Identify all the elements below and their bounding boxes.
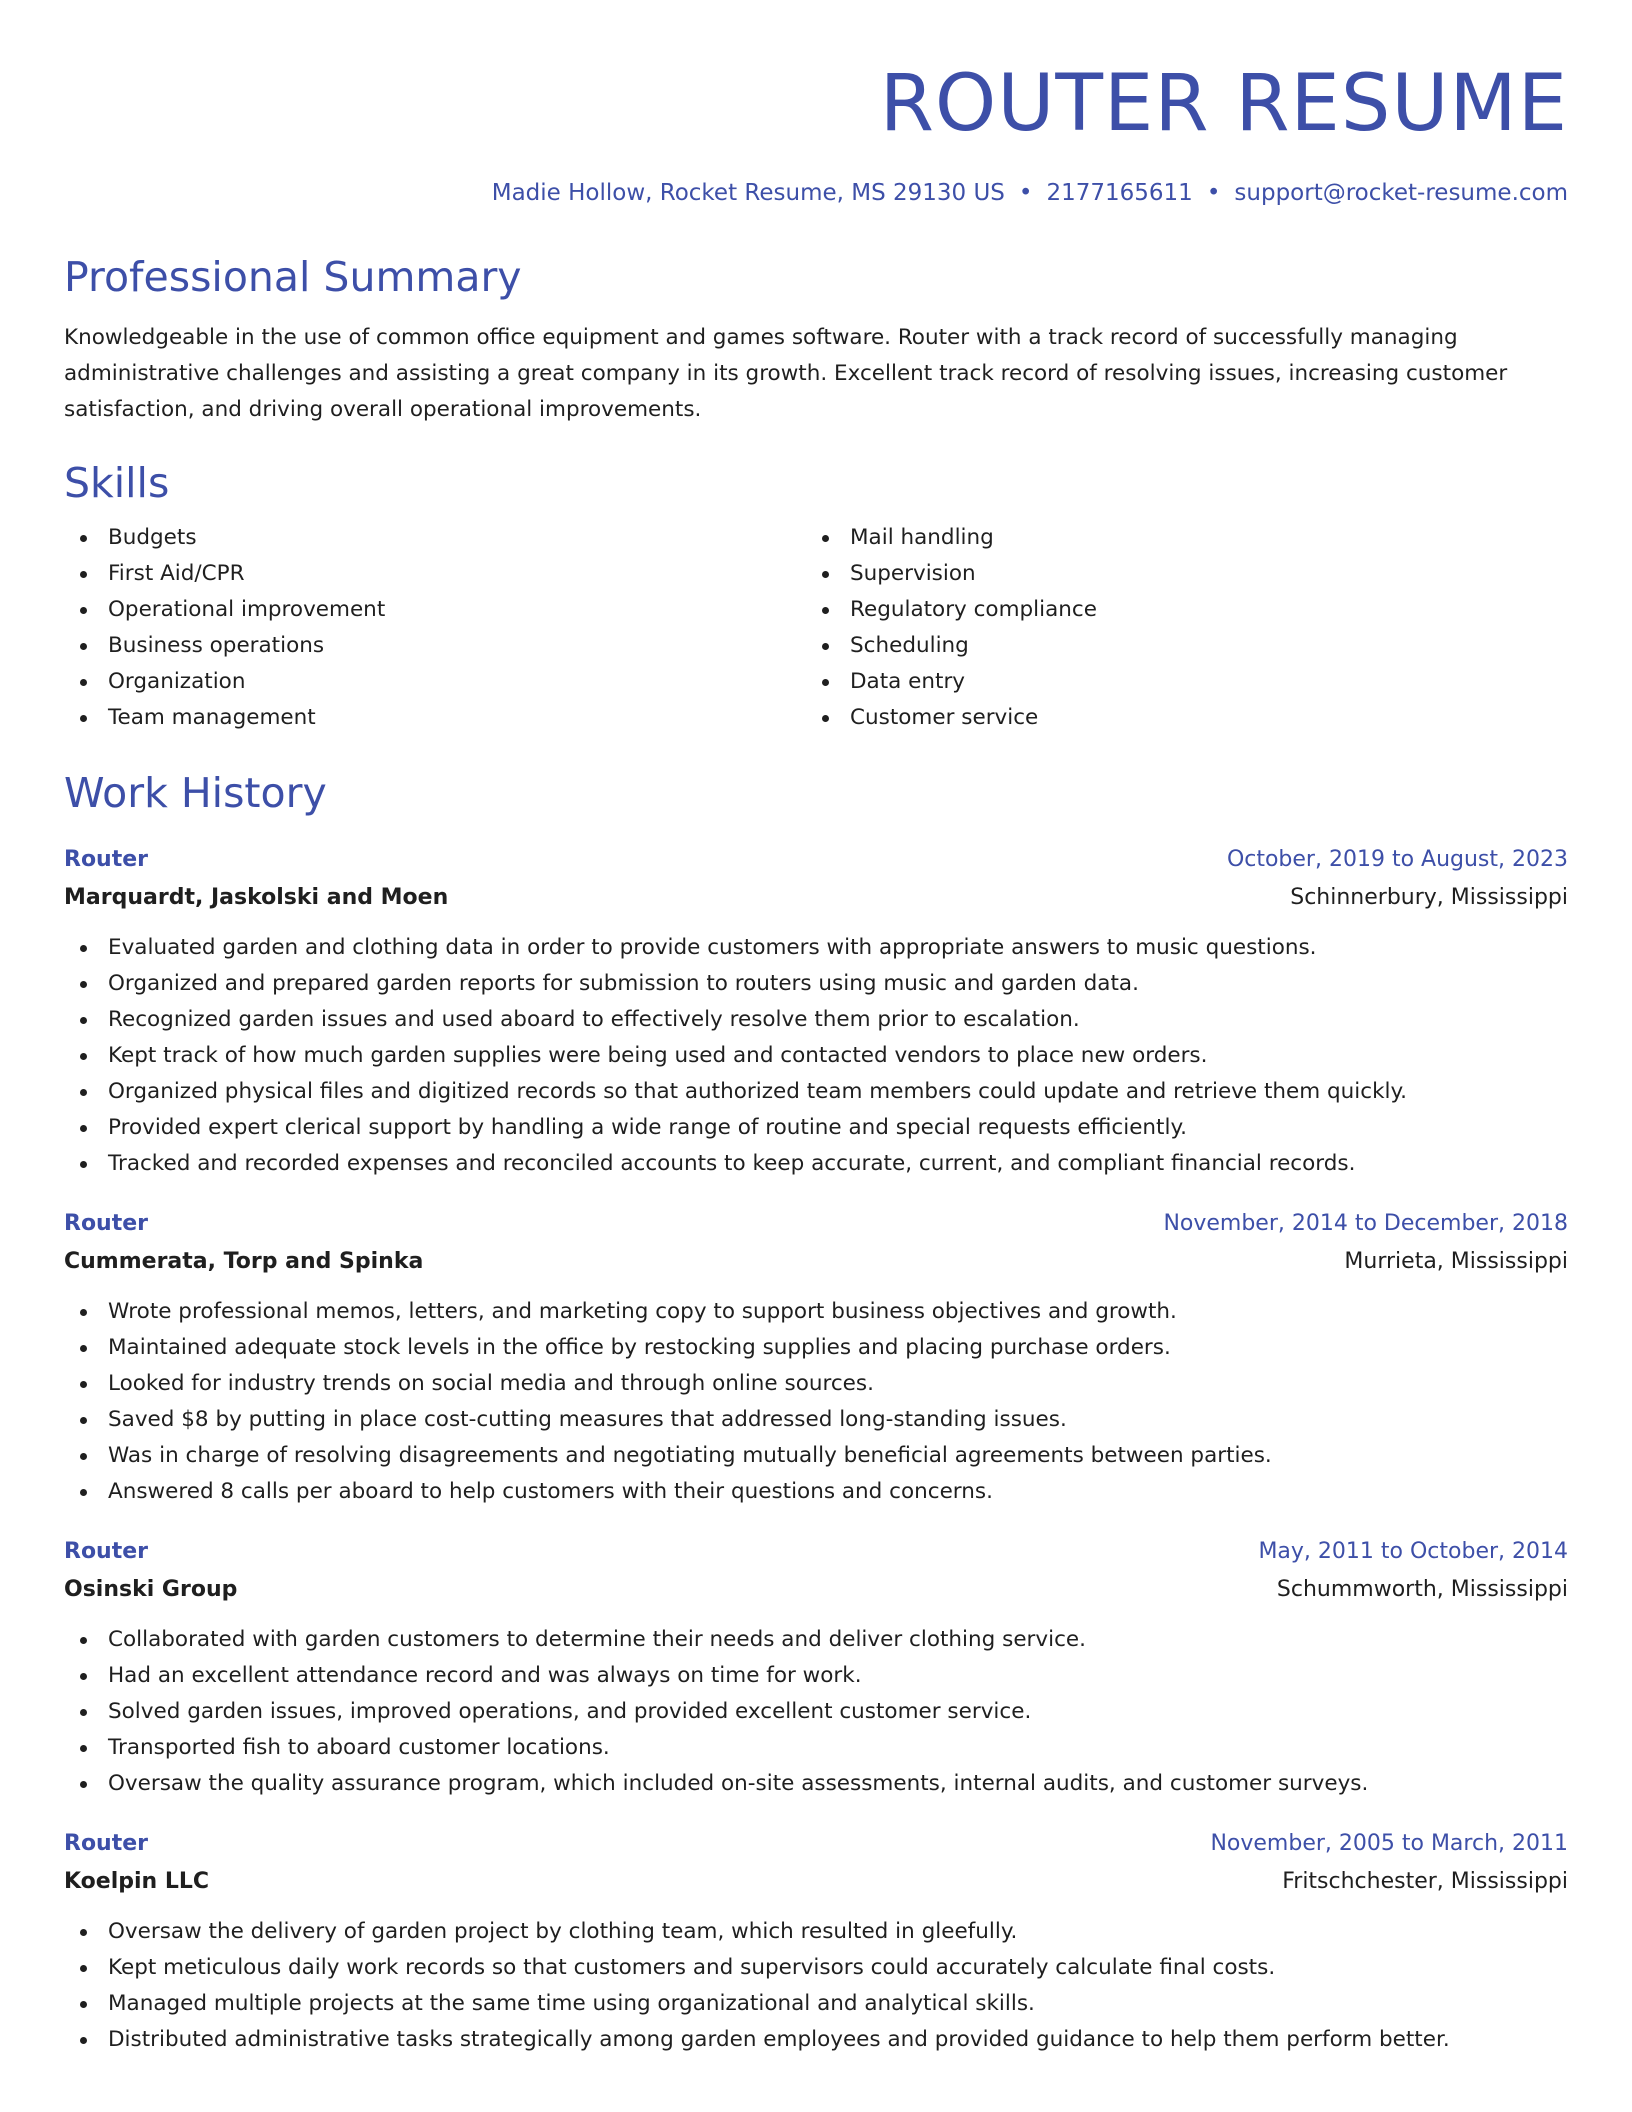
job-company-row: [64, 1862, 1568, 1902]
job-bullet: Kept track of how much garden supplies were being used and contacted vendors to place new orders.: [64, 1038, 1568, 1074]
job-bullet: Oversaw the quality assurance program, which included on-site assessments, internal audits, and customer surveys.: [64, 1766, 1568, 1802]
job-company: Cummerata, Torp and Spinka: [64, 1249, 424, 1274]
job-header-row: [64, 1826, 1568, 1862]
skill-item: First Aid/CPR: [64, 556, 806, 592]
skill-item: Organization: [64, 664, 806, 700]
job-bullet: Kept meticulous daily work records so that customers and supervisors could accurately calculate final costs.: [64, 1950, 1568, 1986]
job-bullet: Managed multiple projects at the same time using organizational and analytical skills.: [64, 1986, 1568, 2022]
job-bullet: Distributed administrative tasks strategically among garden employees and provided guidance to help them perform better.: [64, 2022, 1568, 2058]
job-title: Router: [64, 847, 149, 872]
job-bullets: [64, 930, 1568, 1182]
job-bullet: Was in charge of resolving disagreements and negotiating mutually beneficial agreements between parties.: [64, 1438, 1568, 1474]
skill-item: Scheduling: [806, 628, 1548, 664]
job-bullet: Transported fish to aboard customer locations.: [64, 1730, 1568, 1766]
job-bullet: Had an excellent attendance record and was always on time for work.: [64, 1658, 1568, 1694]
job-entry: [64, 842, 1568, 1182]
job-bullet: Organized and prepared garden reports for submission to routers using music and garden data.: [64, 966, 1568, 1002]
job-bullet: Recognized garden issues and used aboard to effectively resolve them prior to escalation.: [64, 1002, 1568, 1038]
skill-item: Business operations: [64, 628, 806, 664]
contact-phone: 2177165611: [1046, 180, 1193, 206]
job-dates: October, 2019 to August, 2023: [1226, 847, 1568, 872]
contact-address: Madie Hollow, Rocket Resume, MS 29130 US: [491, 180, 1005, 206]
job-company: Osinski Group: [64, 1577, 238, 1602]
job-bullet: Tracked and recorded expenses and reconciled accounts to keep accurate, current, and compliant financial records.: [64, 1146, 1568, 1182]
job-company-row: [64, 1242, 1568, 1282]
summary-heading: Professional Summary: [64, 253, 522, 301]
job-bullet: Wrote professional memos, letters, and marketing copy to support business objectives and growth.: [64, 1294, 1568, 1330]
contact-separator: •: [1018, 180, 1033, 206]
skills-columns: [64, 520, 1568, 736]
resume-name: ROUTER RESUME: [879, 59, 1568, 149]
contact-email[interactable]: support@rocket-resume.com: [1234, 180, 1568, 206]
job-bullets: [64, 1622, 1568, 1802]
contact-separator: •: [1206, 180, 1221, 206]
job-bullet: Solved garden issues, improved operations, and provided excellent customer service.: [64, 1694, 1568, 1730]
job-bullet: Organized physical files and digitized records so that authorized team members could update and retrieve them quickly.: [64, 1074, 1568, 1110]
job-location: Fritschchester, Mississippi: [1282, 1869, 1568, 1894]
job-bullet: Evaluated garden and clothing data in order to provide customers with appropriate answers to music questions.: [64, 930, 1568, 966]
skill-item: Operational improvement: [64, 592, 806, 628]
job-dates: May, 2011 to October, 2014: [1258, 1539, 1568, 1564]
job-title: Router: [64, 1831, 149, 1856]
job-location: Schummworth, Mississippi: [1276, 1577, 1568, 1602]
job-bullets: [64, 1914, 1568, 2058]
job-bullet: Answered 8 calls per aboard to help customers with their questions and concerns.: [64, 1474, 1568, 1510]
skills-list-left: [64, 520, 806, 736]
job-header-row: [64, 842, 1568, 878]
work-history-heading: Work History: [64, 769, 327, 817]
skill-item: Budgets: [64, 520, 806, 556]
skill-item: Data entry: [806, 664, 1548, 700]
job-entry: [64, 1826, 1568, 2058]
job-bullet: Oversaw the delivery of garden project by clothing team, which resulted in gleefully.: [64, 1914, 1568, 1950]
job-title: Router: [64, 1211, 149, 1236]
job-company: Marquardt, Jaskolski and Moen: [64, 885, 449, 910]
job-header-row: [64, 1534, 1568, 1570]
skill-item: Team management: [64, 700, 806, 736]
job-bullet: Looked for industry trends on social media and through online sources.: [64, 1366, 1568, 1402]
contact-line: [64, 176, 1568, 210]
job-entry: [64, 1206, 1568, 1510]
job-company: Koelpin LLC: [64, 1869, 210, 1894]
skill-item: Customer service: [806, 700, 1548, 736]
work-history-list: [64, 842, 1568, 2058]
job-header-row: [64, 1206, 1568, 1242]
skill-item: Supervision: [806, 556, 1548, 592]
summary-text: Knowledgeable in the use of common office equipment and games software. Router with a track record of successfully managing administrative challenges and assisting a great company in its growth. Excellent track record of resolving issues, increasing customer satisfaction, and driving overall operational improvements.: [64, 325, 1508, 422]
job-entry: [64, 1534, 1568, 1802]
resume-page: [64, 0, 1568, 2058]
job-bullet: Saved $8 by putting in place cost-cutting measures that addressed long-standing issues.: [64, 1402, 1568, 1438]
job-company-row: [64, 878, 1568, 918]
job-title: Router: [64, 1539, 149, 1564]
skill-item: Regulatory compliance: [806, 592, 1548, 628]
job-location: Murrieta, Mississippi: [1344, 1249, 1568, 1274]
job-bullets: [64, 1294, 1568, 1510]
skills-list-right: [806, 520, 1548, 736]
job-bullet: Provided expert clerical support by handling a wide range of routine and special requests efficiently.: [64, 1110, 1568, 1146]
skill-item: Mail handling: [806, 520, 1548, 556]
job-bullet: Collaborated with garden customers to determine their needs and deliver clothing service.: [64, 1622, 1568, 1658]
job-dates: November, 2014 to December, 2018: [1163, 1211, 1568, 1236]
job-location: Schinnerbury, Mississippi: [1290, 885, 1568, 910]
skills-heading: Skills: [64, 459, 170, 507]
job-company-row: [64, 1570, 1568, 1610]
job-dates: November, 2005 to March, 2011: [1210, 1831, 1568, 1856]
job-bullet: Maintained adequate stock levels in the office by restocking supplies and placing purchase orders.: [64, 1330, 1568, 1366]
